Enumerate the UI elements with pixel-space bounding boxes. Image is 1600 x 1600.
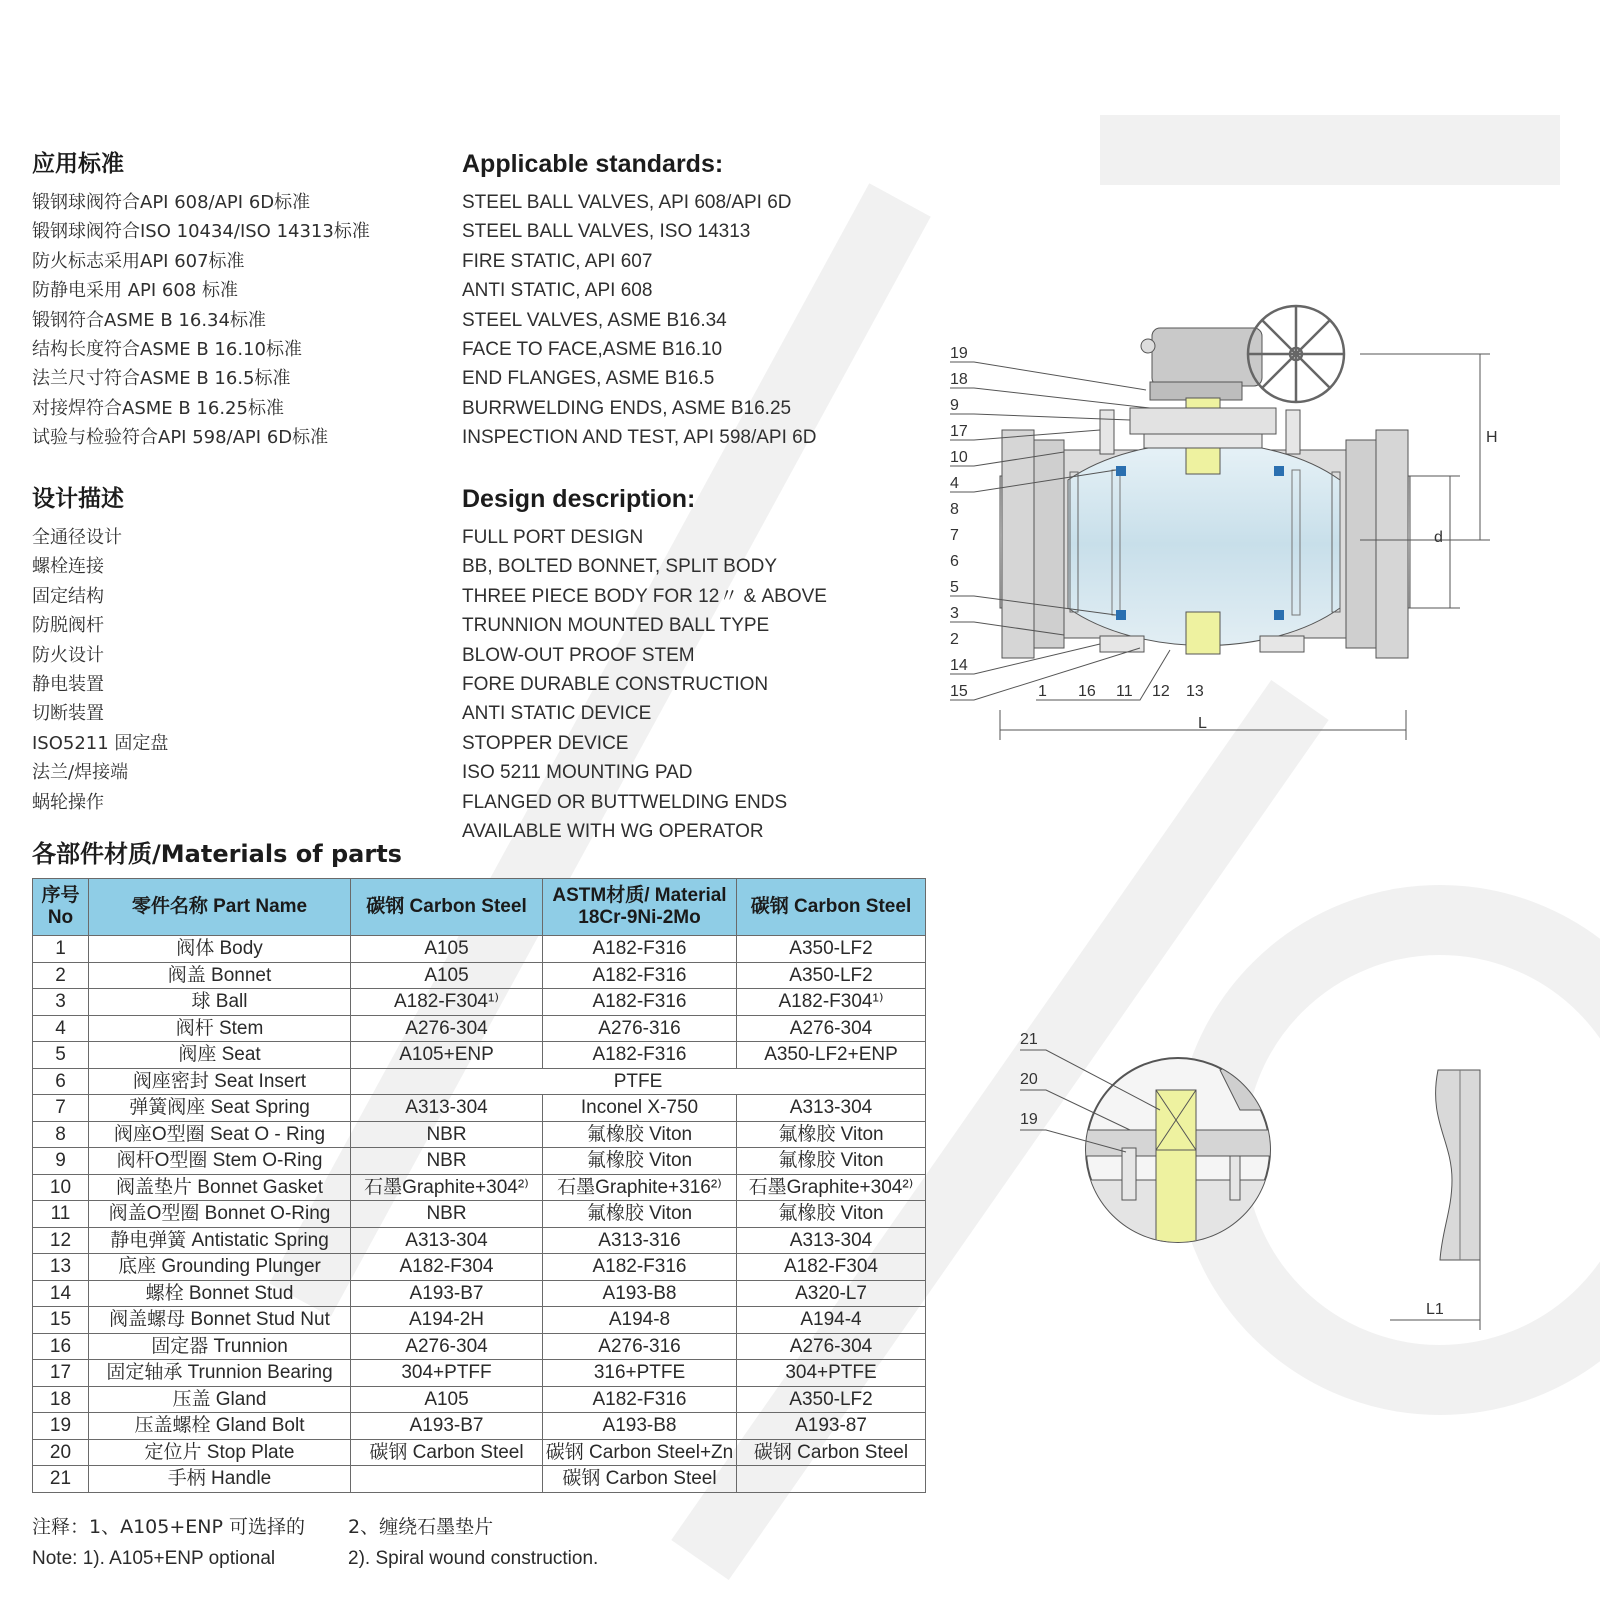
table-row	[33, 1095, 926, 1122]
cell-part-name: 手柄 Handle	[89, 1466, 351, 1493]
cell-part-name: 阀座 Seat	[89, 1042, 351, 1069]
table-row	[33, 1148, 926, 1175]
cell-carbon-steel-2: A313-304	[737, 1095, 926, 1122]
cell-no: 13	[33, 1254, 89, 1281]
cell-carbon-steel-2: A313-304	[737, 1227, 926, 1254]
standard-item-en: END FLANGES, ASME B16.5	[462, 368, 715, 390]
cell-part-name: 阀盖螺母 Bonnet Stud Nut	[89, 1307, 351, 1334]
cell-astm: Inconel X-750	[543, 1095, 737, 1122]
design-item-cn: 防火设计	[32, 644, 104, 666]
cell-part-name: 底座 Grounding Plunger	[89, 1254, 351, 1281]
standard-item-en: ANTI STATIC, API 608	[462, 280, 653, 302]
cell-no: 10	[33, 1174, 89, 1201]
table-row	[33, 1307, 926, 1334]
table-row	[33, 1042, 926, 1069]
cell-no: 18	[33, 1386, 89, 1413]
standard-item-en: STEEL BALL VALVES, ISO 14313	[462, 221, 751, 243]
header-no	[33, 879, 89, 936]
design-item-cn: 全通径设计	[32, 527, 122, 548]
cell-no: 12	[33, 1227, 89, 1254]
design-item-en: THREE PIECE BODY FOR 12〃 & ABOVE	[462, 585, 827, 607]
table-row	[33, 936, 926, 963]
callout-2: 2	[950, 631, 959, 648]
design-en-column	[462, 483, 922, 846]
cell-no: 11	[33, 1201, 89, 1228]
table-row	[33, 989, 926, 1016]
cell-astm: 氟橡胶 Viton	[543, 1201, 737, 1228]
standard-item-cn: 对接焊符合ASME B 16.25标准	[32, 397, 284, 419]
detail-callout-19: 19	[1020, 1111, 1038, 1128]
callout-8: 8	[950, 501, 959, 518]
cell-part-name: 定位片 Stop Plate	[89, 1439, 351, 1466]
cell-astm: 316+PTFE	[543, 1360, 737, 1387]
cell-astm: A182-F316	[543, 1042, 737, 1069]
cell-carbon-steel-1: A182-F304¹⁾	[351, 989, 543, 1016]
cell-no: 21	[33, 1466, 89, 1493]
dim-H: H	[1486, 429, 1498, 446]
callout-7: 7	[950, 527, 959, 544]
callout-18: 18	[950, 371, 968, 388]
callout-5: 5	[950, 579, 959, 596]
cell-carbon-steel-1: 碳钢 Carbon Steel	[351, 1439, 543, 1466]
header-no-cn: 序号	[41, 885, 80, 906]
design-item-cn: 固定结构	[32, 585, 104, 607]
callout-19: 19	[950, 345, 968, 362]
design-heading-cn: 设计描述	[32, 486, 124, 512]
cell-no: 15	[33, 1307, 89, 1334]
design-item-en: FLANGED OR BUTTWELDING ENDS	[462, 791, 788, 813]
standards-heading-cn: 应用标准	[32, 151, 124, 177]
cell-part-name: 压盖螺栓 Gland Bolt	[89, 1413, 351, 1440]
cell-carbon-steel-2: A194-4	[737, 1307, 926, 1334]
cell-carbon-steel-1: NBR	[351, 1148, 543, 1175]
cell-carbon-steel-1: A313-304	[351, 1095, 543, 1122]
standard-item-cn: 结构长度符合ASME B 16.10标准	[32, 338, 302, 360]
cell-astm: A276-316	[543, 1015, 737, 1042]
cell-no: 8	[33, 1121, 89, 1148]
dim-L1-lines	[1390, 1260, 1480, 1330]
standard-item-en: FIRE STATIC, API 607	[462, 250, 653, 272]
cell-carbon-steel-1: A182-F304	[351, 1254, 543, 1281]
design-item-cn: 蜗轮操作	[32, 791, 104, 813]
note-en-2: 2). Spiral wound construction.	[348, 1548, 599, 1569]
table-row	[33, 962, 926, 989]
cell-carbon-steel-2: A276-304	[737, 1015, 926, 1042]
callout-13: 13	[1186, 683, 1204, 700]
table-row	[33, 1227, 926, 1254]
cell-no: 3	[33, 989, 89, 1016]
standard-item-cn: 试验与检验符合API 598/API 6D标准	[32, 427, 329, 449]
design-item-cn: 防脱阀杆	[32, 615, 104, 637]
design-item-en: BB, BOLTED BONNET, SPLIT BODY	[462, 556, 777, 578]
cell-carbon-steel-1: A276-304	[351, 1333, 543, 1360]
standard-item-cn: 锻钢球阀符合ISO 10434/ISO 14313标准	[32, 221, 370, 243]
cell-carbon-steel-1: A105	[351, 1386, 543, 1413]
cell-part-name: 阀盖O型圈 Bonnet O-Ring	[89, 1201, 351, 1228]
cell-part-name: 阀座O型圈 Seat O - Ring	[89, 1121, 351, 1148]
note-cn-1: 注释：1、A105+ENP 可选择的	[32, 1516, 305, 1538]
table-row	[33, 1254, 926, 1281]
detail-callout-21: 21	[1020, 1031, 1038, 1048]
cell-carbon-steel-2: A193-87	[737, 1413, 926, 1440]
materials-table	[32, 878, 926, 1493]
cell-part-name: 阀体 Body	[89, 936, 351, 963]
standard-item-cn: 法兰尺寸符合ASME B 16.5标准	[32, 368, 291, 390]
cell-astm: 氟橡胶 Viton	[543, 1148, 737, 1175]
standards-cn-column	[32, 148, 432, 453]
design-item-en: FORE DURABLE CONSTRUCTION	[462, 673, 769, 695]
materials-header-row	[33, 879, 926, 936]
cell-astm: 氟橡胶 Viton	[543, 1121, 737, 1148]
cell-carbon-steel-2: 氟橡胶 Viton	[737, 1148, 926, 1175]
cell-astm: A193-B8	[543, 1280, 737, 1307]
cell-carbon-steel-2: A350-LF2	[737, 1386, 926, 1413]
gearbox-operator	[1141, 328, 1262, 400]
callout-6: 6	[950, 553, 959, 570]
design-item-cn: ISO5211 固定盘	[32, 732, 169, 754]
table-row	[33, 1201, 926, 1228]
callout-11: 11	[1116, 683, 1133, 700]
note-en-1: Note: 1). A105+ENP optional	[32, 1548, 276, 1569]
cell-carbon-steel-2: 304+PTFE	[737, 1360, 926, 1387]
note-cn-2: 2、缠绕石墨垫片	[348, 1516, 494, 1538]
design-item-cn: 切断装置	[32, 703, 104, 725]
standard-item-en: STEEL BALL VALVES, API 608/API 6D	[462, 192, 792, 213]
table-row	[33, 1280, 926, 1307]
cell-carbon-steel-2: A350-LF2	[737, 962, 926, 989]
cell-carbon-steel-1: A313-304	[351, 1227, 543, 1254]
detail-stem-drawing	[1010, 1030, 1290, 1270]
cell-no: 5	[33, 1042, 89, 1069]
cell-no: 17	[33, 1360, 89, 1387]
cell-astm: A182-F316	[543, 989, 737, 1016]
cell-no: 1	[33, 936, 89, 963]
cell-carbon-steel-2: A350-LF2	[737, 936, 926, 963]
cell-part-name: 固定器 Trunnion	[89, 1333, 351, 1360]
standard-item-en: INSPECTION AND TEST, API 598/API 6D	[462, 427, 817, 449]
cell-part-name: 阀杆O型圈 Stem O-Ring	[89, 1148, 351, 1175]
design-item-en: BLOW-OUT PROOF STEM	[462, 644, 695, 666]
cell-carbon-steel-2: 石墨Graphite+304²⁾	[737, 1174, 926, 1201]
table-row	[33, 1413, 926, 1440]
cell-astm: A182-F316	[543, 1386, 737, 1413]
cell-carbon-steel-1: A105	[351, 936, 543, 963]
cell-carbon-steel-2: A182-F304	[737, 1254, 926, 1281]
callout-12: 12	[1152, 683, 1170, 700]
design-item-en: FULL PORT DESIGN	[462, 527, 644, 548]
dim-L1: L1	[1426, 1301, 1444, 1318]
callout-9: 9	[950, 397, 959, 414]
buttweld-end-profile	[1380, 1060, 1500, 1340]
callout-17: 17	[950, 423, 968, 440]
cell-carbon-steel-1: A193-B7	[351, 1413, 543, 1440]
callout-4: 4	[950, 475, 959, 492]
table-row	[33, 1121, 926, 1148]
cell-no: 2	[33, 962, 89, 989]
cell-part-name: 固定轴承 Trunnion Bearing	[89, 1360, 351, 1387]
cell-no: 19	[33, 1413, 89, 1440]
cell-carbon-steel-2: A350-LF2+ENP	[737, 1042, 926, 1069]
dim-L: L	[1198, 715, 1207, 732]
cell-astm: A182-F316	[543, 1254, 737, 1281]
design-item-cn: 法兰/焊接端	[32, 762, 129, 784]
design-cn-column	[32, 483, 432, 817]
cell-astm: 石墨Graphite+316²⁾	[543, 1174, 737, 1201]
table-row	[33, 1068, 926, 1095]
cell-carbon-steel-1: A105	[351, 962, 543, 989]
header-no-en: No	[47, 907, 74, 928]
materials-title: 各部件材质/Materials of parts	[32, 840, 402, 868]
header-carbon-steel-1: 碳钢 Carbon Steel	[351, 879, 543, 936]
cell-no: 20	[33, 1439, 89, 1466]
table-row	[33, 1466, 926, 1493]
cell-no: 4	[33, 1015, 89, 1042]
cell-astm: A182-F316	[543, 936, 737, 963]
callout-14: 14	[950, 657, 968, 674]
standard-item-cn: 锻钢符合ASME B 16.34标准	[32, 309, 266, 331]
cell-astm: A194-8	[543, 1307, 737, 1334]
cell-carbon-steel-1: A105+ENP	[351, 1042, 543, 1069]
cell-astm: 碳钢 Carbon Steel+Zn	[543, 1439, 737, 1466]
cell-no: 16	[33, 1333, 89, 1360]
callout-3: 3	[950, 605, 959, 622]
cell-carbon-steel-1: A276-304	[351, 1015, 543, 1042]
cell-carbon-steel-1: NBR	[351, 1201, 543, 1228]
table-row	[33, 1015, 926, 1042]
header-part-name: 零件名称 Part Name	[89, 879, 351, 936]
cell-carbon-steel-2: 碳钢 Carbon Steel	[737, 1439, 926, 1466]
standard-item-en: STEEL VALVES, ASME B16.34	[462, 309, 727, 331]
cell-carbon-steel-1: A193-B7	[351, 1280, 543, 1307]
cell-material-span: PTFE	[351, 1068, 926, 1095]
cell-part-name: 球 Ball	[89, 989, 351, 1016]
dim-d: d	[1434, 529, 1443, 546]
cell-carbon-steel-2: 氟橡胶 Viton	[737, 1121, 926, 1148]
materials-body	[33, 936, 926, 1493]
cell-carbon-steel-2: 氟橡胶 Viton	[737, 1201, 926, 1228]
cell-no: 9	[33, 1148, 89, 1175]
cell-carbon-steel-1: A194-2H	[351, 1307, 543, 1334]
callout-10: 10	[950, 449, 968, 466]
header-astm	[543, 879, 737, 936]
cell-astm: 碳钢 Carbon Steel	[543, 1466, 737, 1493]
table-row	[33, 1439, 926, 1466]
standard-item-cn: 锻钢球阀符合API 608/API 6D标准	[32, 192, 311, 213]
design-item-cn: 静电装置	[32, 673, 104, 695]
standard-item-cn: 防静电采用 API 608 标准	[32, 280, 238, 302]
cell-carbon-steel-1: NBR	[351, 1121, 543, 1148]
design-item-en: ISO 5211 MOUNTING PAD	[462, 762, 693, 784]
handwheel-icon	[1248, 306, 1344, 402]
callout-1: 1	[1038, 683, 1047, 700]
table-row	[33, 1386, 926, 1413]
cell-no: 7	[33, 1095, 89, 1122]
callout-15: 15	[950, 683, 968, 700]
design-item-en: ANTI STATIC DEVICE	[462, 703, 652, 725]
cell-no: 14	[33, 1280, 89, 1307]
cell-carbon-steel-2: A276-304	[737, 1333, 926, 1360]
standard-item-cn: 防火标志采用API 607标准	[32, 250, 245, 272]
design-item-cn: 螺栓连接	[32, 556, 104, 578]
callout-16: 16	[1078, 683, 1096, 700]
standards-en-column	[462, 148, 922, 453]
design-heading-en: Design description:	[462, 485, 696, 513]
design-item-en: TRUNNION MOUNTED BALL TYPE	[462, 615, 770, 637]
table-row	[33, 1174, 926, 1201]
detail-callout-labels	[1020, 1031, 1038, 1128]
cell-part-name: 阀盖 Bonnet	[89, 962, 351, 989]
design-item-en: STOPPER DEVICE	[462, 732, 629, 754]
cell-astm: A182-F316	[543, 962, 737, 989]
cell-part-name: 阀座密封 Seat Insert	[89, 1068, 351, 1095]
cell-no: 6	[33, 1068, 89, 1095]
cell-carbon-steel-1: 304+PTFF	[351, 1360, 543, 1387]
design-item-en: AVAILABLE WITH WG OPERATOR	[462, 820, 764, 842]
cell-astm: A313-316	[543, 1227, 737, 1254]
cell-carbon-steel-2	[737, 1466, 926, 1493]
standard-item-en: BURRWELDING ENDS, ASME B16.25	[462, 397, 792, 419]
cell-part-name: 螺栓 Bonnet Stud	[89, 1280, 351, 1307]
cell-part-name: 压盖 Gland	[89, 1386, 351, 1413]
detail-callout-20: 20	[1020, 1071, 1038, 1088]
cell-part-name: 弹簧阀座 Seat Spring	[89, 1095, 351, 1122]
cell-carbon-steel-1	[351, 1466, 543, 1493]
header-astm-line2: 18Cr-9Ni-2Mo	[578, 907, 701, 928]
standard-item-en: FACE TO FACE,ASME B16.10	[462, 338, 723, 360]
standards-heading-en: Applicable standards:	[462, 150, 724, 178]
cell-part-name: 阀盖垫片 Bonnet Gasket	[89, 1174, 351, 1201]
cell-carbon-steel-1: 石墨Graphite+304²⁾	[351, 1174, 543, 1201]
header-carbon-steel-2: 碳钢 Carbon Steel	[737, 879, 926, 936]
cell-part-name: 静电弹簧 Antistatic Spring	[89, 1227, 351, 1254]
table-row	[33, 1333, 926, 1360]
cell-astm: A193-B8	[543, 1413, 737, 1440]
cell-carbon-steel-2: A182-F304¹⁾	[737, 989, 926, 1016]
cell-carbon-steel-2: A320-L7	[737, 1280, 926, 1307]
table-row	[33, 1360, 926, 1387]
cell-part-name: 阀杆 Stem	[89, 1015, 351, 1042]
valve-section-drawing	[940, 290, 1540, 760]
header-astm-line1: ASTM材质/ Material	[552, 885, 727, 906]
cell-astm: A276-316	[543, 1333, 737, 1360]
